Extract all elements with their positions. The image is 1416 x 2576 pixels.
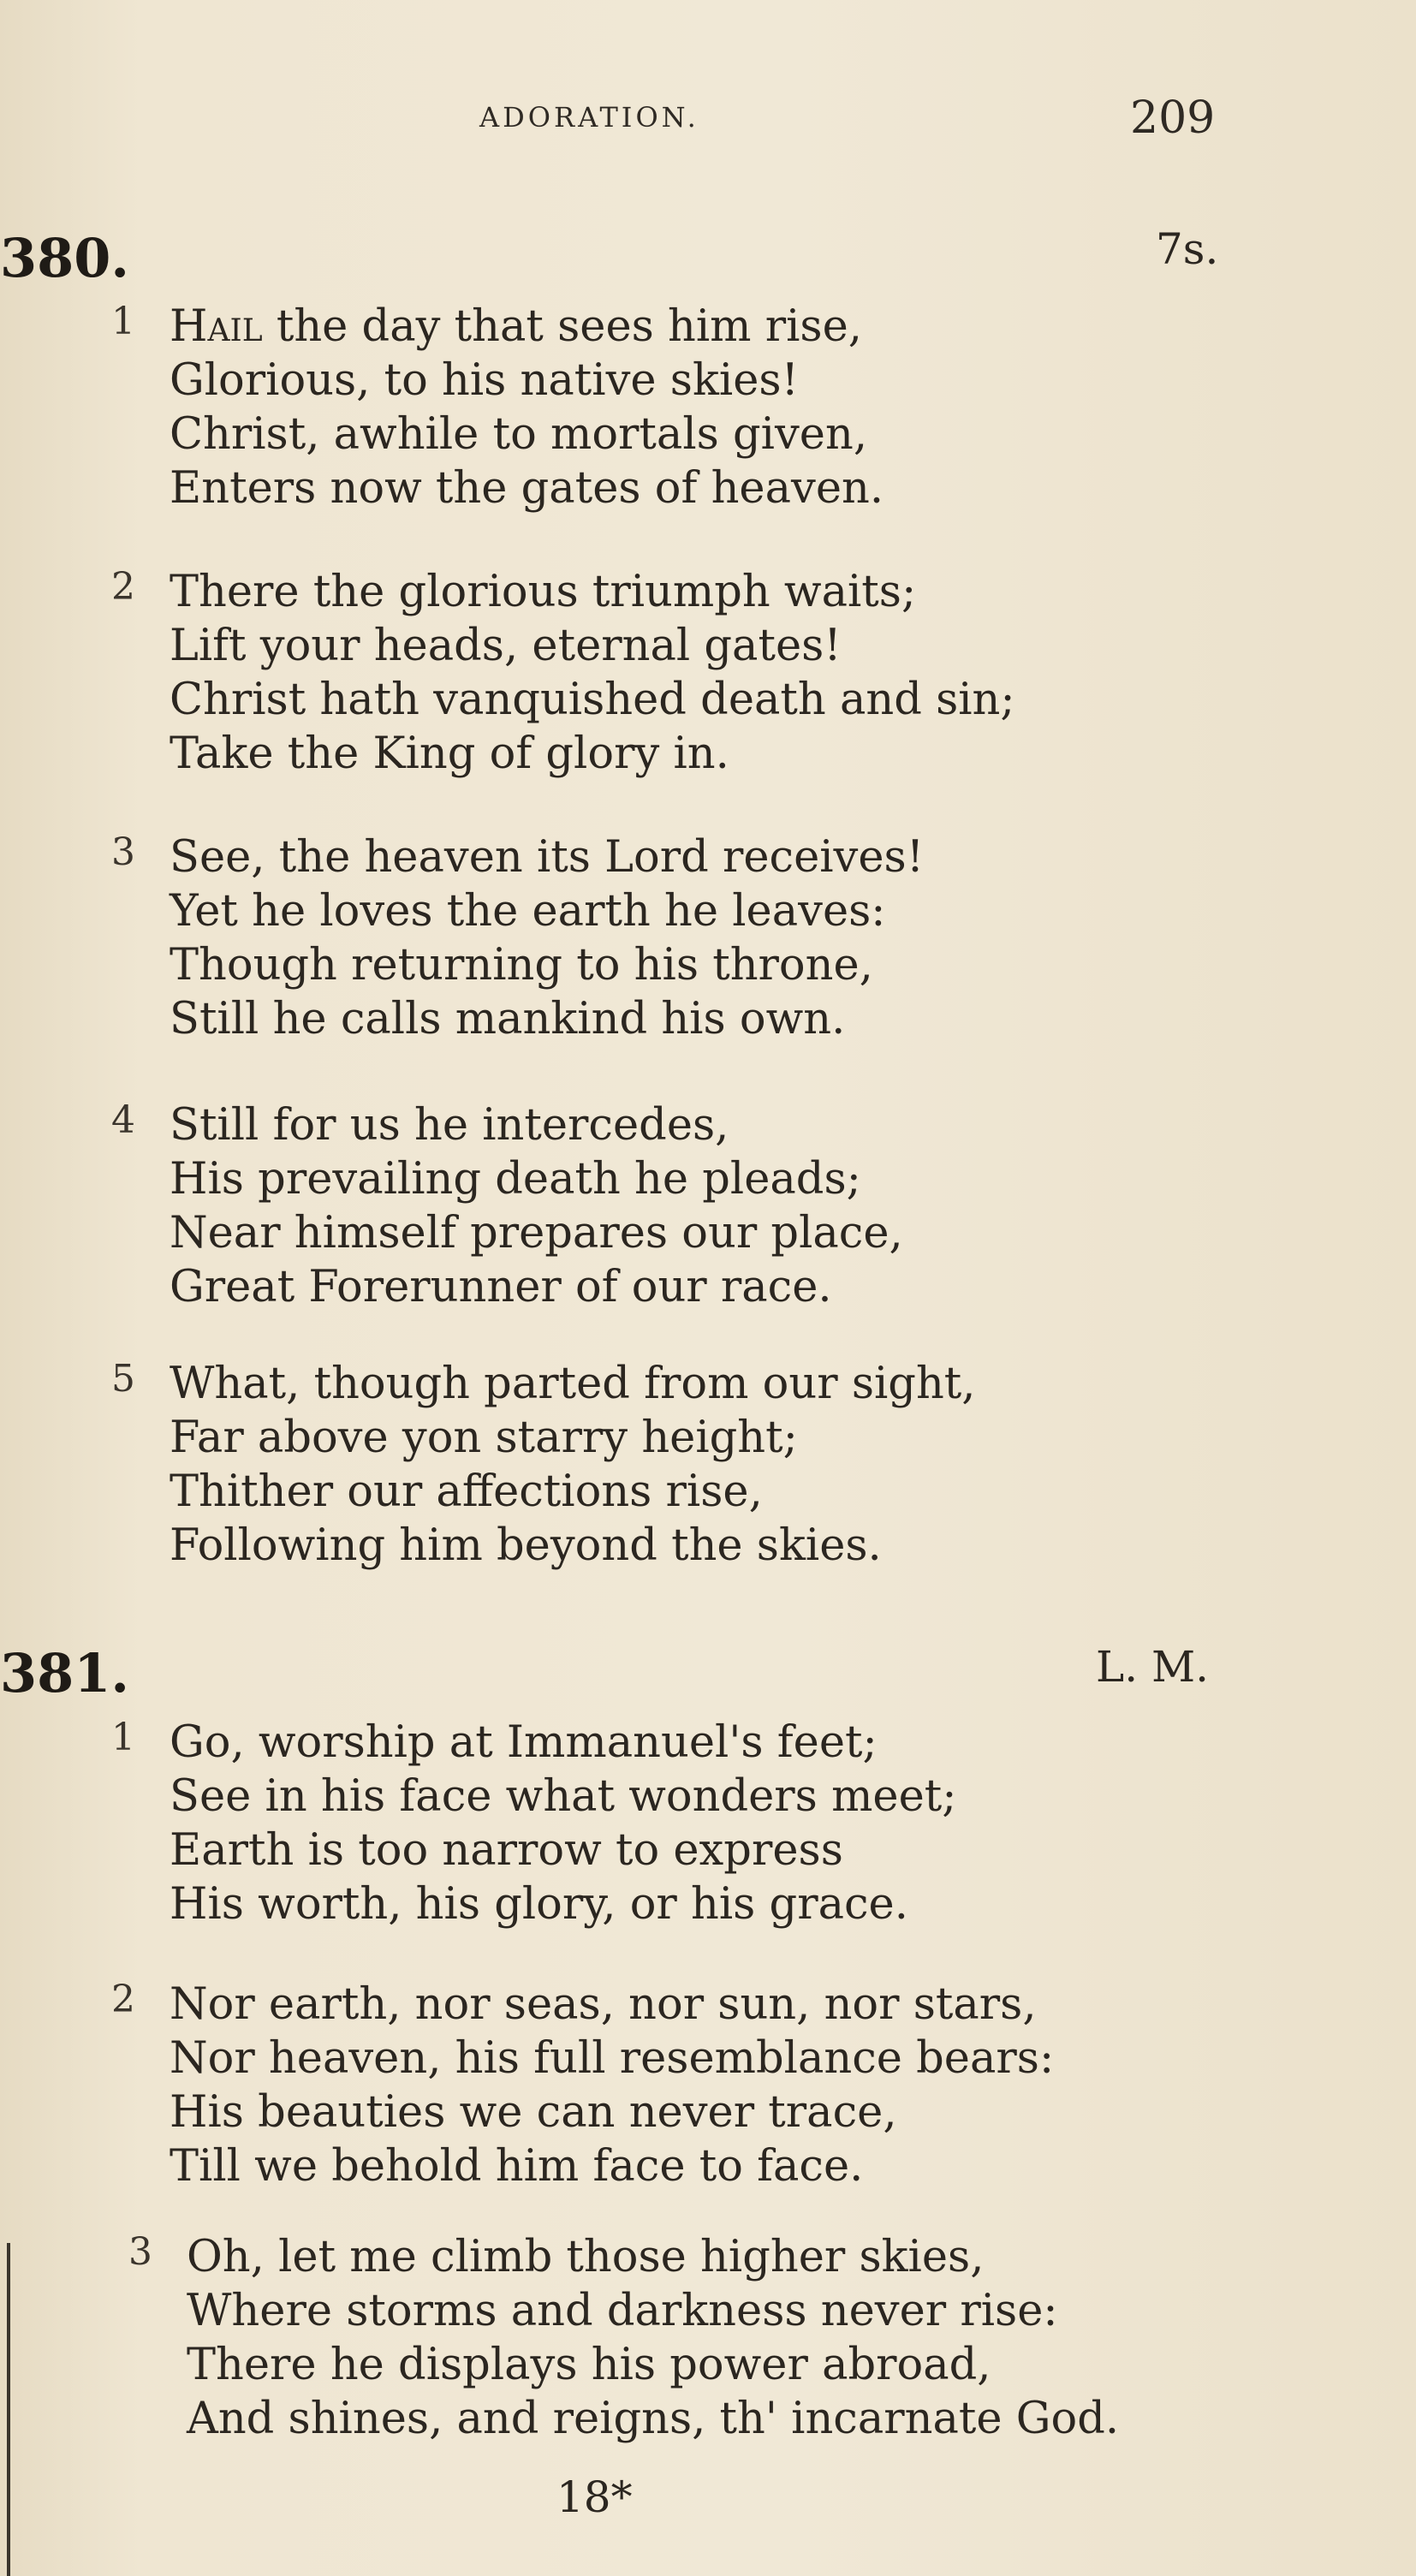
hymn-380-stanza-5: [111, 1357, 1190, 1573]
stanza-line: Following him beyond the skies.: [170, 1520, 882, 1571]
stanza-number: 1: [111, 300, 135, 343]
hymn-380-stanza-2: [111, 565, 1190, 781]
hymn-380-stanza-1: [111, 300, 1190, 515]
stanza-lead-word: Hail: [170, 301, 263, 352]
hymn-meter-381: L. M.: [1096, 1642, 1210, 1692]
stanza-line: What, though parted from our sight,: [170, 1359, 976, 1409]
hymn-number-380: 380.: [0, 227, 130, 289]
signature-mark: 18*: [556, 2472, 633, 2522]
stanza-line: Enters now the gates of heaven.: [170, 463, 884, 514]
stanza-line: [170, 300, 1190, 354]
stanza-line: Near himself prepares our place,: [170, 1208, 903, 1258]
stanza-line: His worth, his glory, or his grace.: [170, 1879, 908, 1930]
stanza-line: Thither our affections rise,: [170, 1466, 763, 1517]
stanza-line: And shines, and reigns, th' incarnate God.: [187, 2394, 1120, 2444]
stanza-line: Nor earth, nor seas, nor sun, nor stars,: [170, 1979, 1037, 2030]
hymn-380-stanza-3: [111, 830, 1190, 1046]
binding-edge-line: [7, 2243, 10, 2576]
stanza-line: See in his face what wonders meet;: [170, 1771, 957, 1822]
stanza-line: See, the heaven its Lord receives!: [170, 832, 925, 883]
stanza-number: 4: [111, 1098, 135, 1142]
stanza-line: Take the King of glory in.: [170, 729, 729, 779]
stanza-line: His beauties we can never trace,: [170, 2087, 897, 2138]
hymn-381-stanza-1: [111, 1716, 1190, 1931]
stanza-line: Though returning to his throne,: [170, 940, 873, 991]
hymn-381-stanza-2: [111, 1978, 1190, 2193]
hymn-number-381: 381.: [0, 1642, 130, 1704]
stanza-line: His prevailing death he pleads;: [170, 1154, 861, 1205]
stanza-line: Earth is too narrow to express: [170, 1825, 843, 1876]
stanza-line: There he displays his power abroad,: [187, 2340, 991, 2390]
hymn-381-stanza-3: [128, 2230, 1207, 2446]
hymn-meter-380: 7s.: [1156, 224, 1219, 274]
stanza-line: Glorious, to his native skies!: [170, 355, 800, 406]
stanza-line: There the glorious triumph waits;: [170, 567, 917, 617]
stanza-line: Where storms and darkness never rise:: [187, 2286, 1058, 2336]
stanza-line-text: the day that sees him rise,: [276, 301, 862, 352]
stanza-line: Still for us he intercedes,: [170, 1100, 729, 1151]
stanza-line: Far above yon starry height;: [170, 1413, 798, 1463]
stanza-line: Yet he loves the earth he leaves:: [170, 886, 886, 937]
stanza-line: Lift your heads, eternal gates!: [170, 621, 842, 671]
stanza-line: Great Forerunner of our race.: [170, 1262, 832, 1312]
stanza-number: 3: [128, 2230, 152, 2274]
stanza-line: Still he calls mankind his own.: [170, 994, 846, 1044]
stanza-number: 3: [111, 830, 135, 874]
stanza-line: Oh, let me climb those higher skies,: [187, 2232, 985, 2282]
running-head: ADORATION.: [479, 101, 699, 134]
stanza-line: Christ hath vanquished death and sin;: [170, 675, 1015, 725]
stanza-line: Go, worship at Immanuel's feet;: [170, 1717, 878, 1768]
stanza-line: Till we behold him face to face.: [170, 2141, 864, 2192]
stanza-number: 1: [111, 1716, 135, 1759]
stanza-number: 2: [111, 565, 135, 609]
stanza-number: 2: [111, 1978, 135, 2021]
stanza-line: Christ, awhile to mortals given,: [170, 409, 868, 460]
hymn-380-stanza-4: [111, 1098, 1190, 1314]
stanza-line: Nor heaven, his full resemblance bears:: [170, 2033, 1055, 2084]
page-number: 209: [1130, 92, 1216, 144]
stanza-number: 5: [111, 1357, 135, 1401]
